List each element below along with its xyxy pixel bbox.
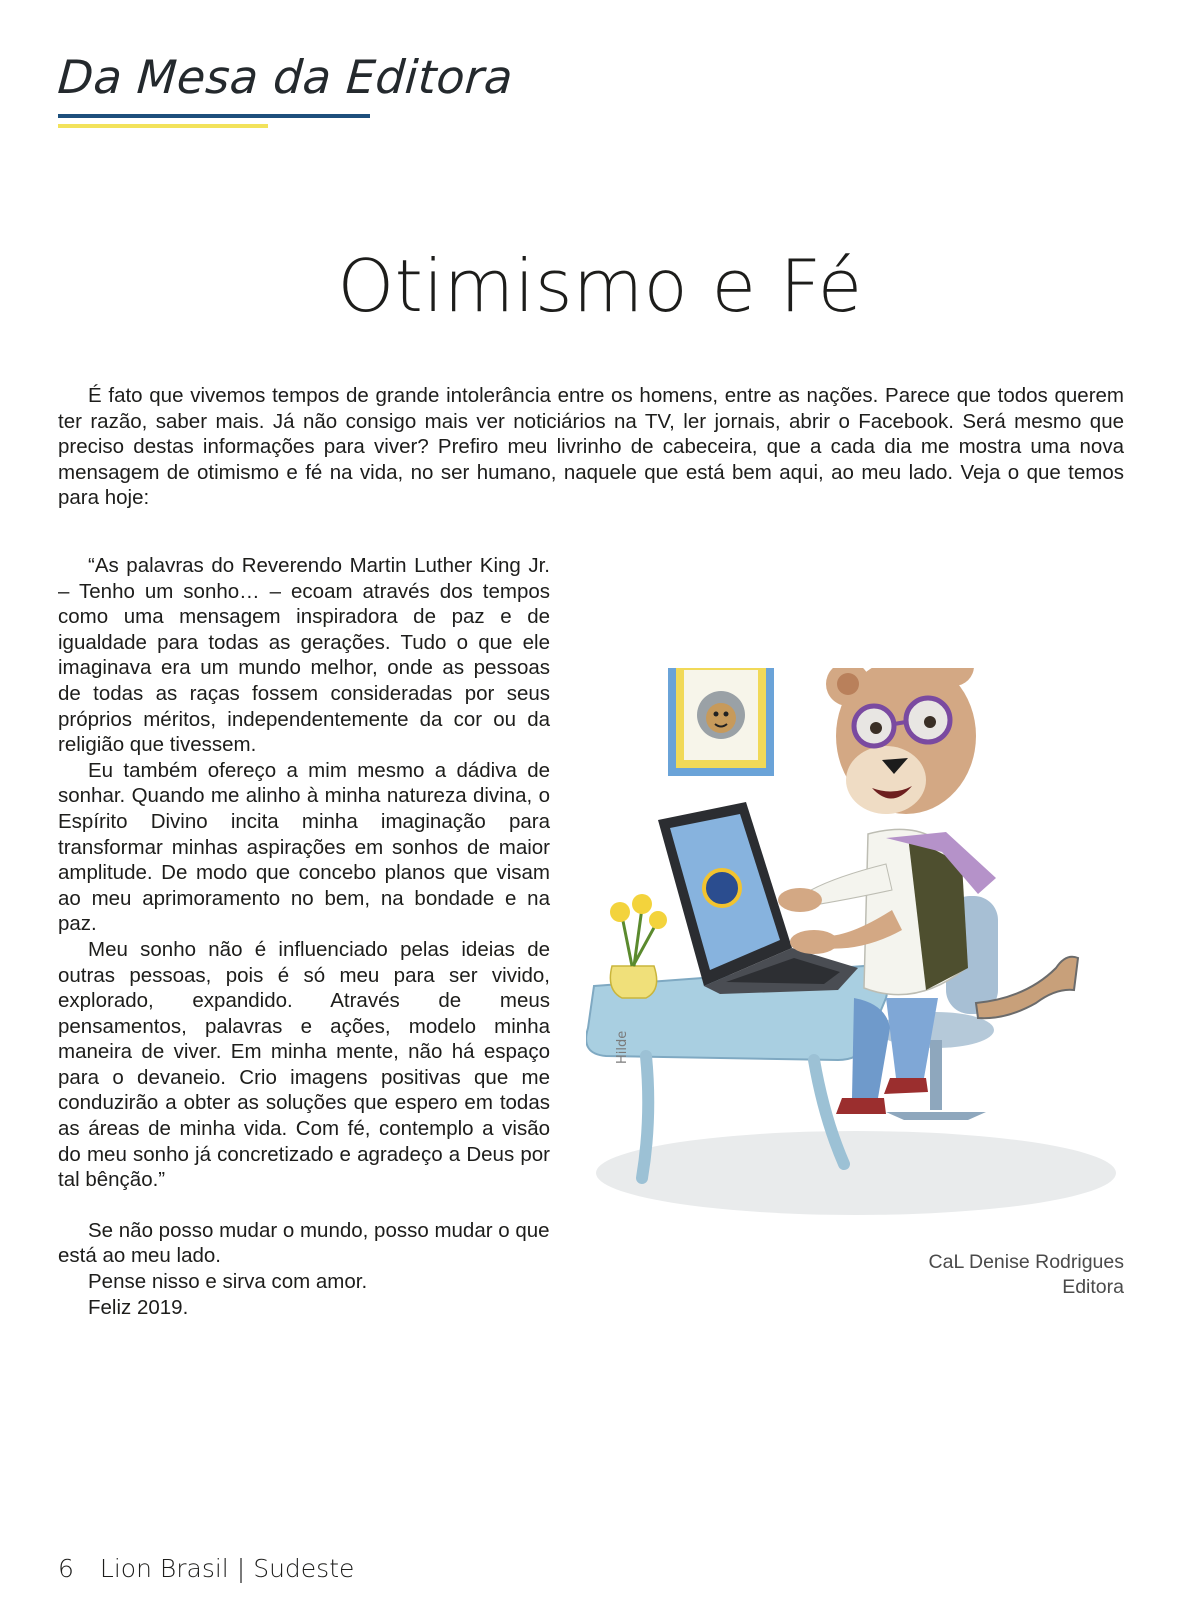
section-header xyxy=(58,46,513,108)
section-title: Da Mesa da Editora xyxy=(56,50,515,104)
edition-name: Sudeste xyxy=(253,1554,355,1583)
quote-paragraph: “As palavras do Reverendo Martin Luther King Jr. – Tenho um sonho… – ecoam através dos tempos como uma mensagem inspiradora de paz e de igualdade para todas as gerações. Tudo o que ele imaginava era um mundo melhor, onde as pessoas de todas as raças fossem consideradas por seus próprios méritos, independentemente da cor ou da religião que tivessem. xyxy=(58,554,550,757)
editor-name: CaL Denise Rodrigues xyxy=(928,1251,1124,1273)
editor-role: Editora xyxy=(1062,1276,1124,1298)
lioness-at-laptop-illustration xyxy=(586,668,1126,1228)
publication-name: Lion Brasil xyxy=(99,1554,229,1583)
closing-line: Pense nisso e sirva com amor. xyxy=(88,1270,368,1294)
floor-shadow xyxy=(596,1131,1116,1215)
closing-line: Feliz 2019. xyxy=(88,1295,189,1319)
page-number: 6 xyxy=(58,1554,74,1583)
page-footer xyxy=(58,1554,354,1583)
editor-signature xyxy=(929,1250,1124,1300)
section-rule-yellow xyxy=(58,124,268,128)
quote-paragraph: Eu também ofereço a mim mesmo a dádiva de sonhar. Quando me alinho à minha natureza divina, o Espírito Divino incita minha imaginação para transformar minhas aspirações em sonhos de maior amplitude. De modo que concebo planos que visam ao meu aprimoramento no bem, na bondade e na paz. xyxy=(58,758,550,936)
intro-paragraph: É fato que vivemos tempos de grande intolerância entre os homens, entre as nações. Parece que todos querem ter razão, saber mais. Já não consigo mais ver noticiários na TV, ler jornais, abrir o Facebook. Será mesmo que preciso destas informações para viver? Prefiro meu livrinho de cabeceira, que a cada dia me mostra uma nova mensagem de otimismo e fé na vida, no ser humano, naquele que está bem aqui, ao meu lado. Veja o que temos para hoje: xyxy=(58,384,1124,509)
quote-paragraph: Meu sonho não é influenciado pelas ideias de outras pessoas, pois é só meu para ser vivido, explorado, expandido. Através de meus pensamentos, palavras e ações, modelo minha maneira de viver. Em minha mente, não há espaço para o devaneio. Crio imagens positivas que me conduzirão a obter as soluções que espero em todas as áreas de minha vida. Com fé, contemplo a visão do meu sonho já concretizado e agradeço a Deus por tal bênção.” xyxy=(58,937,550,1192)
footer-separator: | xyxy=(236,1554,246,1583)
artist-signature: Hilde xyxy=(615,1030,630,1064)
framed-picture xyxy=(668,668,774,776)
closing-paragraph: Se não posso mudar o mundo, posso mudar o que está ao meu lado. xyxy=(58,1218,550,1268)
section-rule-blue xyxy=(58,114,370,118)
quote-column xyxy=(58,553,550,1320)
article-title: Otimismo e Fé xyxy=(337,244,863,328)
